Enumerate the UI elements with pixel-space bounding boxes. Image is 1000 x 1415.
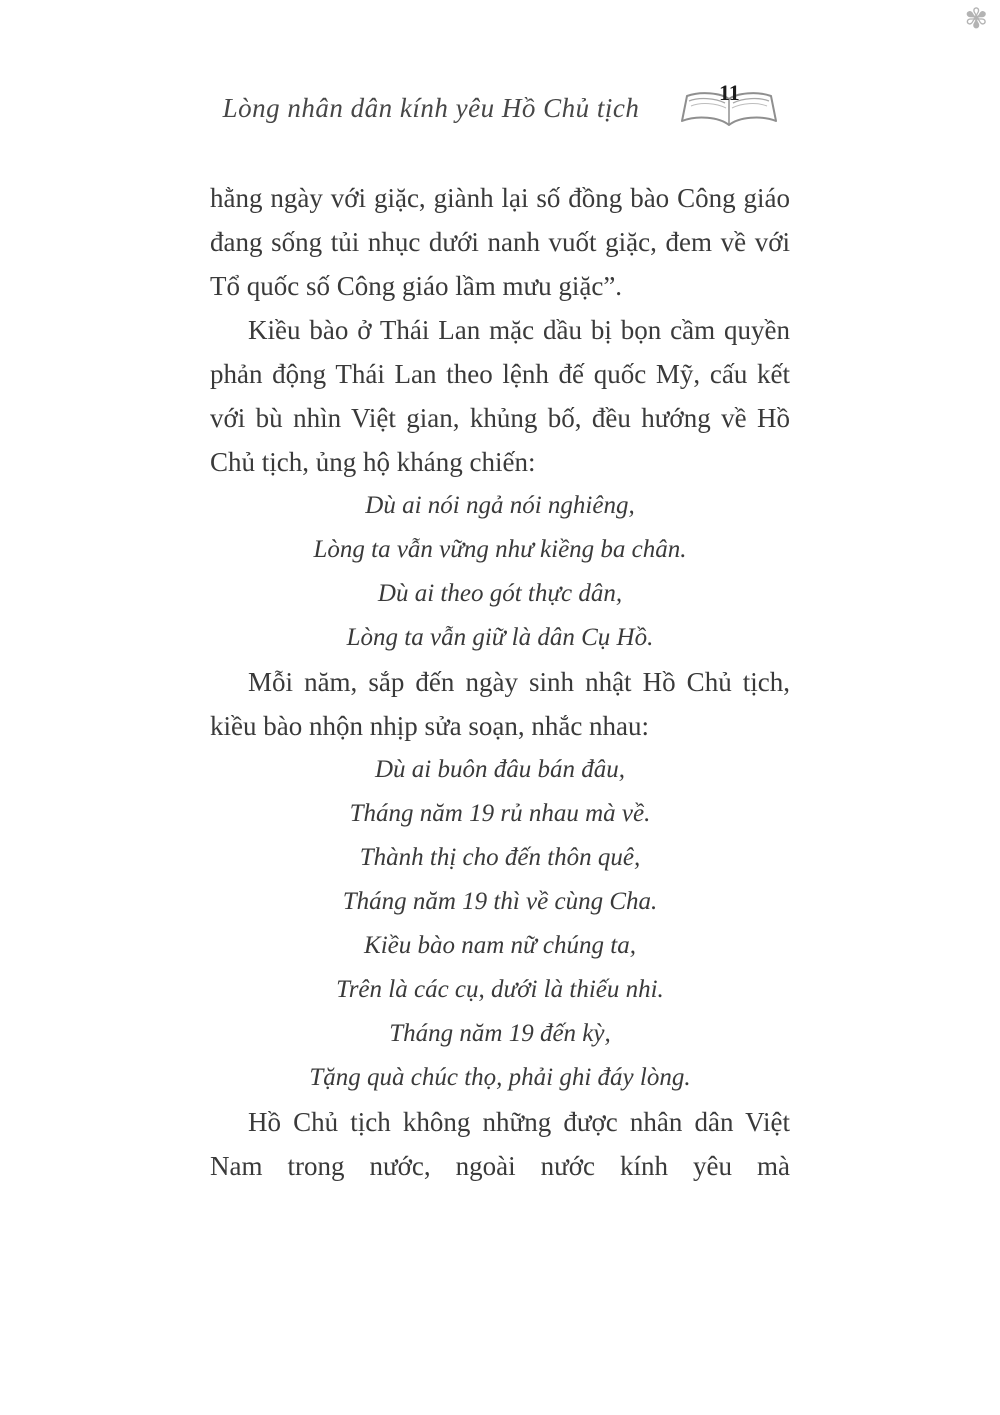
verse-line: Tháng năm 19 đến kỳ,: [389, 1020, 611, 1047]
verse-line: Thành thị cho đến thôn quê,: [359, 844, 641, 871]
page-header: [210, 82, 790, 134]
verse-line: Dù ai theo gót thực dân,: [377, 580, 623, 607]
flower-icon: ✾: [964, 4, 988, 35]
body-text: [210, 176, 790, 1188]
verse-line: Dù ai buôn đâu bán đâu,: [375, 756, 625, 783]
verse-line: Tặng quà chúc thọ, phải ghi đáy lòng.: [309, 1064, 691, 1091]
running-head-title: Lòng nhân dân kính yêu Hồ Chủ tịch: [222, 92, 640, 123]
verse-line: Tháng năm 19 thì về cùng Cha.: [342, 888, 658, 915]
page-number: 11: [718, 80, 740, 105]
paragraph-continuation: hằng ngày với giặc, giành lại số đồng bào Công giáo đang sống tủi nhục dưới nanh vuốt giặc, đem về với Tổ quốc số Công giáo lầm mưu giặc”.: [210, 183, 790, 301]
verse-line: Tháng năm 19 rủ nhau mà về.: [349, 800, 651, 827]
paragraph-closing: Hồ Chủ tịch không những được nhân dân Việt Nam trong nước, ngoài nước kính yêu mà: [210, 1107, 790, 1181]
verse-line: Lòng ta vẫn vững như kiềng ba chân.: [313, 536, 687, 563]
verse-block-1: [210, 484, 790, 660]
paragraph-kieu-bao: Kiều bào ở Thái Lan mặc dầu bị bọn cầm quyền phản động Thái Lan theo lệnh đế quốc Mỹ, cấu kết với bù nhìn Việt gian, khủng bố, đều hướng về Hồ Chủ tịch, ủng hộ kháng chiến:: [210, 315, 790, 477]
verse-line: Kiều bào nam nữ chúng ta,: [364, 932, 636, 959]
verse-line: Lòng ta vẫn giữ là dân Cụ Hồ.: [346, 624, 654, 651]
verse-line: Dù ai nói ngả nói nghiêng,: [365, 492, 635, 519]
paragraph-moi-nam: Mỗi năm, sắp đến ngày sinh nhật Hồ Chủ tịch, kiều bào nhộn nhịp sửa soạn, nhắc nhau:: [210, 667, 790, 741]
verse-block-2: [210, 748, 790, 1100]
open-book-icon: [681, 80, 777, 132]
verse-line: Trên là các cụ, dưới là thiếu nhi.: [336, 976, 664, 1003]
